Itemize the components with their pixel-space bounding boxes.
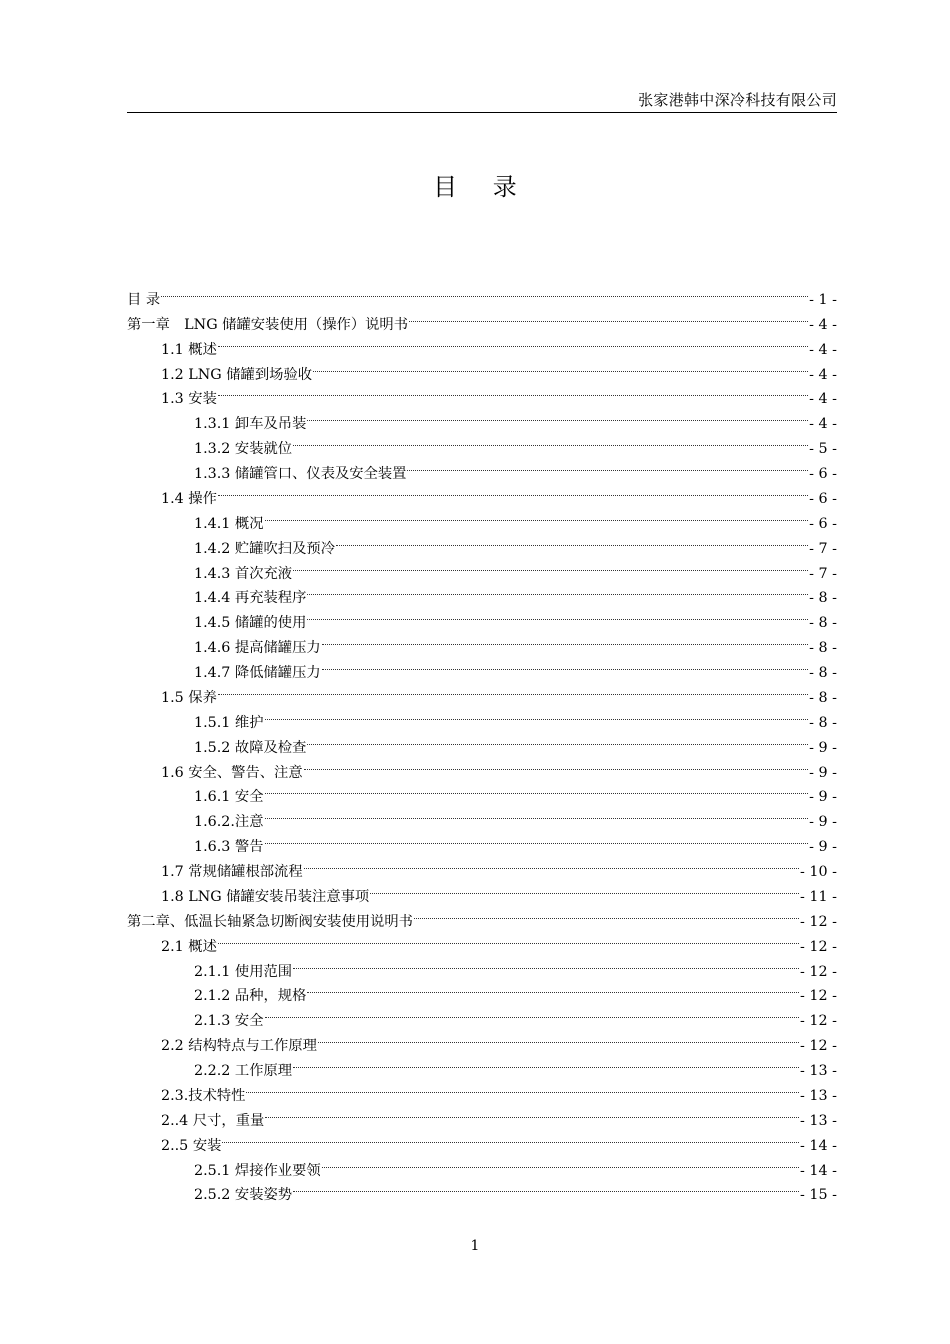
toc-entry-title: 第一章 LNG 储罐安装使用（操作）说明书 (127, 316, 409, 333)
page-number: 1 (470, 1238, 480, 1254)
toc-entry-title: 第二章、低温长轴紧急切断阀安装使用说明书 (127, 913, 413, 930)
toc-entry-page: - 11 - (800, 888, 837, 905)
toc-entry[interactable] (127, 279, 837, 308)
toc-entry-page: - 5 - (809, 441, 837, 458)
toc-entry-title: 1.4.7 降低储罐压力 (194, 665, 321, 681)
toc-dot-leader (293, 1175, 799, 1200)
toc-dot-leader (265, 801, 809, 826)
toc-entry-title: 2.2 结构特点与工作原理 (161, 1038, 317, 1055)
toc-dot-leader (293, 428, 808, 453)
toc-entry-page: - 4 - (809, 391, 837, 408)
header-company-name: 张家港韩中深冷科技有限公司 (638, 91, 837, 109)
toc-dot-leader (304, 851, 799, 876)
toc-dot-leader (370, 876, 799, 901)
toc-entry[interactable] (127, 503, 837, 532)
toc-dot-leader (218, 677, 808, 702)
toc-entry-page: - 10 - (800, 864, 837, 880)
table-of-contents (127, 279, 837, 1204)
toc-entry-page: - 14 - (800, 1162, 837, 1179)
toc-entry-page: - 12 - (800, 938, 837, 955)
toc-dot-leader (222, 1125, 799, 1150)
toc-dot-leader (307, 578, 808, 603)
toc-entry-page: - 1 - (809, 291, 837, 308)
toc-entry-page: - 8 - (809, 689, 837, 706)
toc-entry-title: 1.5 保养 (161, 689, 217, 706)
toc-entry[interactable] (127, 478, 837, 507)
toc-entry-page: - 14 - (800, 1137, 837, 1154)
toc-entry-title: 1.4.3 首次充液 (194, 565, 293, 582)
toc-entry-page: - 13 - (800, 1087, 837, 1104)
toc-dot-leader (313, 354, 808, 379)
toc-dot-leader (307, 602, 808, 627)
toc-entry-title: 1.3.1 卸车及吊装 (194, 416, 307, 433)
toc-entry-page: - 8 - (809, 615, 837, 632)
toc-entry[interactable] (127, 354, 837, 383)
toc-dot-leader (322, 627, 808, 652)
toc-entry-title: 1.5.2 故障及检查 (194, 739, 307, 756)
toc-entry-page: - 4 - (809, 366, 837, 383)
toc-dot-leader (307, 403, 808, 428)
toc-dot-leader (265, 503, 809, 528)
toc-entry-title: 1.6 安全、警告、注意 (161, 764, 303, 781)
toc-entry-title: 1.4.6 提高储罐压力 (194, 640, 321, 657)
toc-entry-title: 1.4.4 再充装程序 (194, 590, 307, 607)
toc-dot-leader (307, 727, 808, 752)
toc-dot-leader (293, 951, 799, 976)
toc-entry[interactable] (127, 926, 837, 955)
toc-dot-leader (265, 1000, 800, 1025)
toc-entry-title: 1.4.5 储罐的使用 (194, 615, 307, 632)
toc-entry-title: 1.4 操作 (161, 490, 217, 507)
toc-dot-leader (414, 901, 799, 926)
toc-dot-leader (409, 304, 808, 329)
toc-dot-leader (322, 1150, 799, 1175)
toc-dot-leader (407, 453, 808, 478)
toc-entry-title: 1.4.2 贮罐吹扫及预冷 (194, 540, 335, 557)
toc-entry-title: 2.3.技术特性 (161, 1087, 246, 1104)
toc-dot-leader (318, 1025, 799, 1050)
toc-dot-leader (265, 1100, 799, 1125)
toc-entry-page: - 9 - (809, 839, 837, 856)
toc-entry-title: 2.5.1 焊接作业要领 (194, 1162, 321, 1179)
toc-entry-title: 2.1.1 使用范围 (194, 963, 293, 980)
toc-entry-page: - 12 - (800, 1038, 837, 1055)
toc-entry-title: 1.8 LNG 储罐安装吊装注意事项 (161, 888, 370, 905)
toc-entry-title: 2.5.2 安装姿势 (194, 1187, 293, 1204)
toc-entry-page: - 8 - (809, 665, 837, 681)
toc-entry-title: 2.1.3 安全 (194, 1013, 264, 1030)
toc-entry-page: - 4 - (809, 416, 837, 433)
toc-entry-page: - 12 - (800, 913, 837, 930)
toc-entry-title: 2.1.2 品种，规格 (194, 988, 307, 1005)
toc-entry-page: - 8 - (809, 714, 837, 731)
toc-dot-leader (218, 329, 808, 354)
toc-entry-title: 1.1 概述 (161, 341, 217, 358)
toc-dot-leader (322, 652, 808, 677)
toc-entry[interactable] (127, 403, 837, 433)
toc-entry-page: - 9 - (809, 814, 837, 831)
toc-entry-title: 1.5.1 维护 (194, 714, 264, 731)
toc-entry-title: 目 录 (127, 291, 161, 308)
toc-entry[interactable] (127, 329, 837, 358)
toc-entry-title: 1.3.3 储罐管口、仪表及安全装置 (194, 466, 407, 482)
toc-entry[interactable] (127, 379, 837, 408)
toc-dot-leader (336, 528, 808, 553)
toc-entry-title: 1.2 LNG 储罐到场验收 (161, 366, 313, 383)
toc-entry[interactable] (127, 702, 837, 731)
toc-dot-leader (265, 777, 809, 802)
toc-entry-title: 2..4 尺寸，重量 (161, 1112, 265, 1129)
toc-entry[interactable] (127, 1150, 837, 1179)
toc-entry-page: - 6 - (809, 466, 837, 482)
toc-entry[interactable] (127, 1125, 837, 1154)
toc-entry-title: 1.7 常规储罐根部流程 (161, 864, 303, 880)
toc-entry[interactable] (127, 677, 837, 706)
toc-dot-leader (246, 1075, 799, 1100)
toc-entry-page: - 4 - (809, 341, 837, 358)
toc-entry-page: - 12 - (800, 988, 837, 1005)
toc-entry-title: 1.3.2 安装就位 (194, 441, 293, 458)
toc-entry-page: - 7 - (809, 565, 837, 582)
toc-entry-title: 2.2.2 工作原理 (194, 1063, 293, 1079)
toc-entry-page: - 8 - (809, 640, 837, 657)
toc-entry-page: - 12 - (800, 963, 837, 980)
toc-entry-page: - 13 - (800, 1063, 837, 1079)
toc-entry-page: - 9 - (809, 764, 837, 781)
toc-dot-leader (265, 702, 809, 727)
toc-entry-title: 2.1 概述 (161, 938, 217, 955)
page-title: 目 录 (433, 173, 517, 201)
toc-dot-leader (218, 926, 799, 951)
toc-dot-leader (304, 752, 808, 777)
toc-dot-leader (293, 1050, 799, 1075)
toc-entry-page: - 12 - (800, 1013, 837, 1030)
toc-entry-page: - 4 - (809, 316, 837, 333)
toc-entry-title: 1.3 安装 (161, 391, 217, 408)
toc-entry-page: - 15 - (800, 1187, 837, 1204)
toc-dot-leader (161, 279, 808, 304)
page-header (127, 90, 837, 113)
toc-entry-page: - 13 - (800, 1112, 837, 1129)
toc-dot-leader (307, 976, 799, 1001)
toc-entry-page: - 6 - (809, 515, 837, 532)
toc-dot-leader (265, 826, 809, 851)
toc-entry-page: - 8 - (809, 590, 837, 607)
toc-dot-leader (218, 478, 808, 503)
toc-entry[interactable] (127, 304, 837, 333)
toc-dot-leader (293, 553, 808, 578)
toc-entry-title: 1.6.3 警告 (194, 839, 264, 856)
toc-entry-title: 1.6.2.注意 (194, 814, 264, 831)
toc-entry-page: - 7 - (809, 540, 837, 557)
toc-entry-page: - 9 - (809, 739, 837, 756)
toc-entry-title: 1.6.1 安全 (194, 789, 264, 806)
toc-entry-title: 2..5 安装 (161, 1137, 222, 1154)
toc-entry[interactable] (127, 951, 837, 980)
toc-entry-title: 1.4.1 概况 (194, 515, 264, 532)
toc-dot-leader (218, 379, 808, 404)
toc-entry-page: - 9 - (809, 789, 837, 806)
toc-entry-page: - 6 - (809, 490, 837, 507)
